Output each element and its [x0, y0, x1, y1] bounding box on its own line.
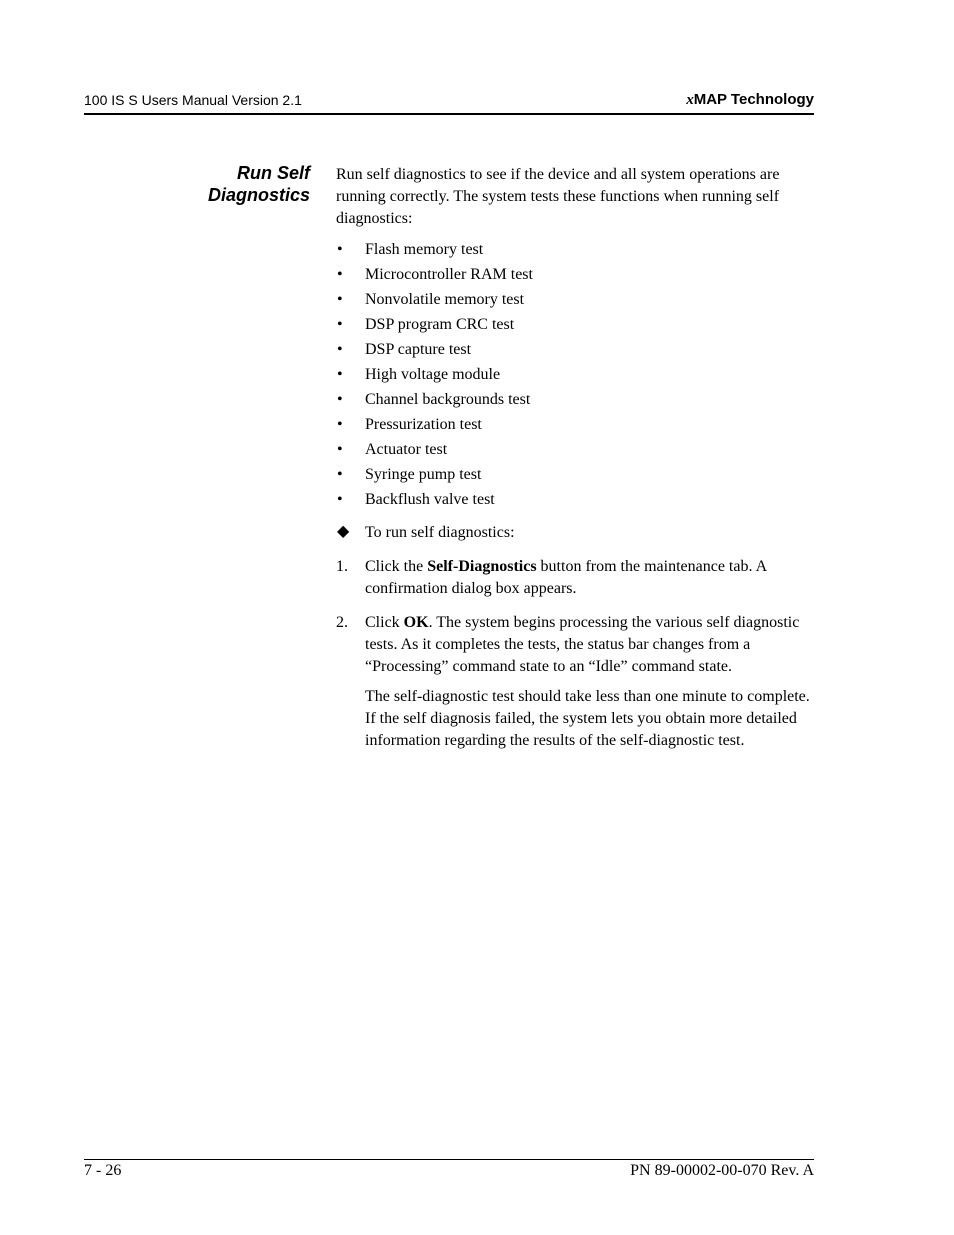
list-item	[336, 289, 814, 314]
bullet-icon: •	[337, 266, 343, 283]
step-number: 2.	[336, 614, 348, 631]
diamond-icon: ◆	[337, 523, 350, 540]
list-item	[336, 414, 814, 439]
section-body	[336, 164, 814, 768]
procedure-heading	[336, 522, 814, 547]
list-item	[336, 439, 814, 464]
step-text-after: . The system begins processing the various self diagnostic tests. As it completes the tests, the status bar changes from a “Processing” command state to an “Idle” command state.	[365, 614, 800, 675]
footer-rule	[84, 1159, 814, 1160]
step-text-before: Click	[365, 614, 404, 631]
step-text-before: Click the	[365, 558, 428, 575]
procedure-title: To run self diagnostics:	[365, 524, 515, 541]
header-brand-prefix: x	[686, 92, 694, 108]
list-item-text: Backflush valve test	[365, 491, 495, 508]
list-item-text: Nonvolatile memory test	[365, 291, 525, 308]
list-item	[336, 389, 814, 414]
section-heading-line-2: Diagnostics	[207, 185, 310, 205]
list-item-text: Syringe pump test	[365, 466, 482, 483]
header-manual-title: 100 IS S Users Manual Version 2.1	[84, 92, 302, 108]
step-item	[336, 556, 814, 600]
list-item-text: Actuator test	[365, 441, 448, 458]
list-item	[336, 314, 814, 339]
list-item	[336, 364, 814, 389]
header-brand-name: MAP Technology	[693, 91, 814, 108]
bullet-icon: •	[337, 416, 343, 433]
list-item-text: Pressurization test	[365, 416, 482, 433]
bullet-icon: •	[337, 316, 343, 333]
section-heading-line-1: Run Self	[236, 163, 310, 183]
bullet-icon: •	[337, 391, 343, 408]
note-paragraph: The self-diagnostic test should take less than one minute to complete. If the self diagnosis failed, the system lets you obtain more detailed information regarding the results of the self-diagnostic test.	[365, 688, 810, 749]
bullet-icon: •	[337, 441, 343, 458]
header-rule	[84, 113, 814, 115]
list-item-text: High voltage module	[365, 366, 501, 383]
bullet-icon: •	[337, 341, 343, 358]
test-list	[336, 239, 814, 514]
bullet-icon: •	[337, 291, 343, 308]
list-item	[336, 464, 814, 489]
bullet-icon: •	[337, 466, 343, 483]
list-item-text: Flash memory test	[365, 241, 484, 258]
part-number: PN 89-00002-00-070 Rev. A	[630, 1162, 814, 1179]
header-brand	[686, 91, 814, 109]
step-bold-term: OK	[403, 614, 429, 631]
section-heading	[208, 162, 310, 206]
list-item	[336, 489, 814, 514]
list-item-text: Channel backgrounds test	[365, 391, 531, 408]
list-item-text: Microcontroller RAM test	[365, 266, 533, 283]
bullet-icon: •	[337, 241, 343, 258]
list-item-text: DSP program CRC test	[365, 316, 515, 333]
list-item	[336, 339, 814, 364]
list-item-text: DSP capture test	[365, 341, 472, 358]
step-number: 1.	[336, 558, 348, 575]
step-text-after: button from the maintenance tab. A confirmation dialog box appears.	[365, 558, 767, 597]
step-item	[336, 612, 814, 678]
list-item	[336, 264, 814, 289]
bullet-icon: •	[337, 491, 343, 508]
step-bold-term: Self-Diagnostics	[427, 558, 537, 575]
list-item	[336, 239, 814, 264]
step-list	[336, 556, 814, 678]
page-number: 7 - 26	[84, 1162, 122, 1179]
bullet-icon: •	[337, 366, 343, 383]
intro-paragraph: Run self diagnostics to see if the device and all system operations are running correctly. The system tests these functions when running self diagnostics:	[336, 166, 780, 227]
